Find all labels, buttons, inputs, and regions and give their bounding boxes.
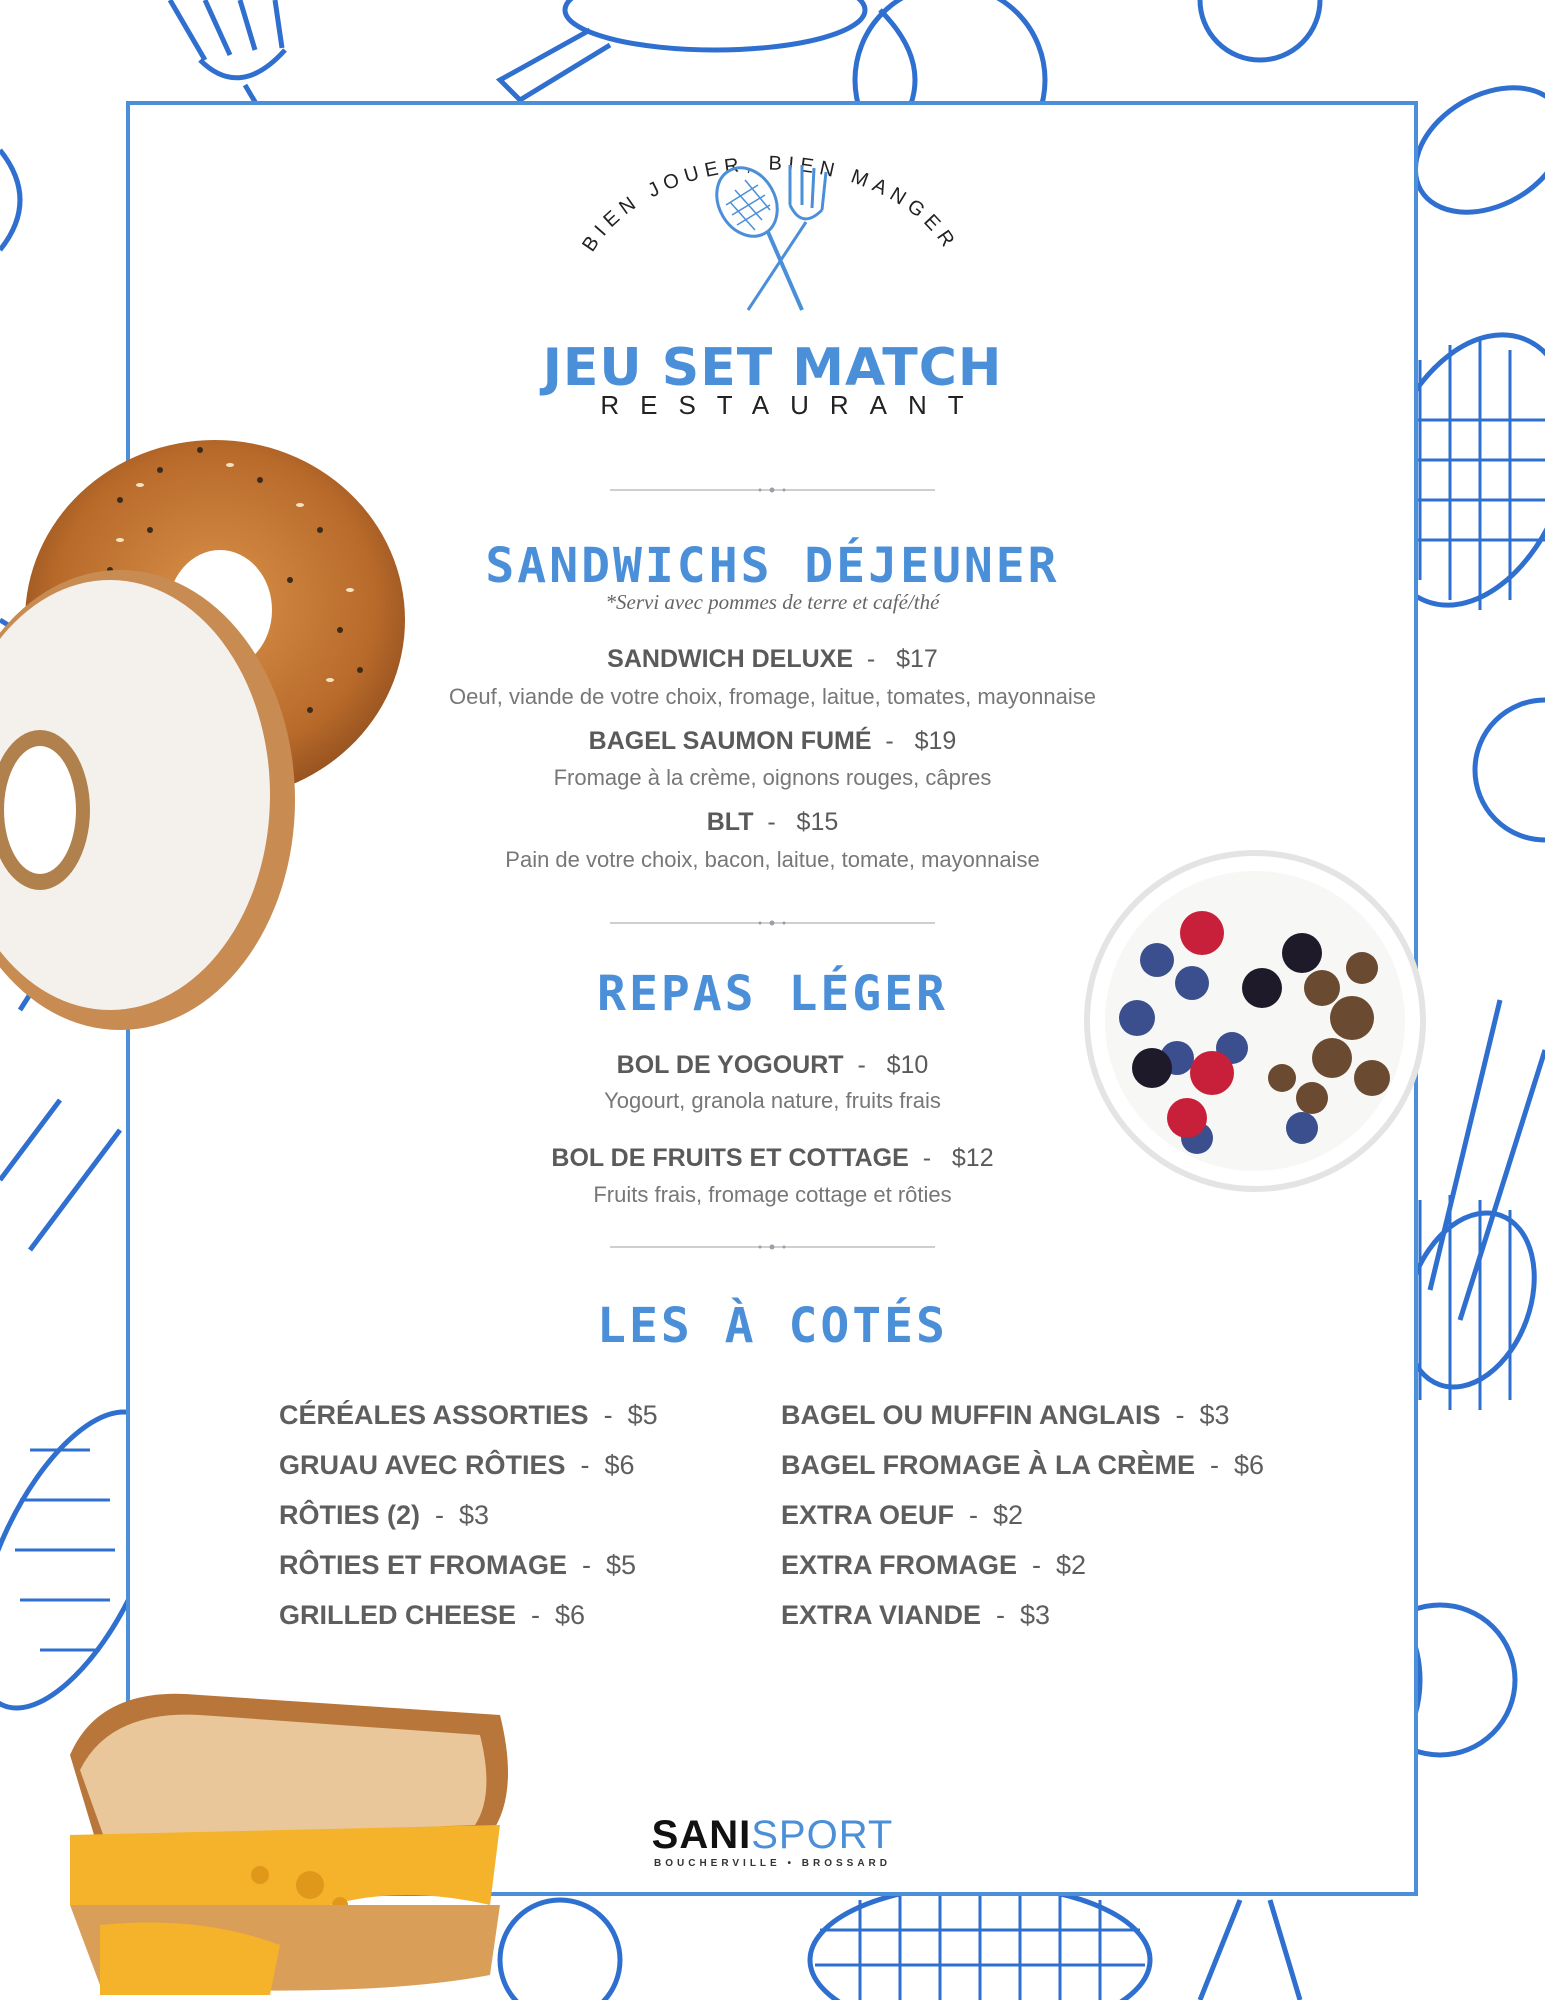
side-name: EXTRA OEUF — [781, 1500, 955, 1530]
sponsor-name-light: SPORT — [751, 1813, 894, 1857]
side-name: EXTRA FROMAGE — [781, 1550, 1017, 1580]
side-item: EXTRA FROMAGE - $2 — [781, 1550, 1087, 1580]
side-item: GRILLED CHEESE - $6 — [279, 1600, 586, 1630]
item-name: BOL DE FRUITS ET COTTAGE — [551, 1144, 909, 1172]
sponsor-locations: BOUCHERVILLE • BROSSARD — [654, 1858, 891, 1869]
side-item: EXTRA OEUF - $2 — [781, 1500, 1024, 1530]
brand-subtitle: RESTAURANT — [600, 390, 985, 420]
side-price: $3 — [459, 1500, 490, 1530]
side-item: BAGEL FROMAGE À LA CRÈME - $6 — [781, 1450, 1265, 1480]
side-item: EXTRA VIANDE - $3 — [781, 1600, 1051, 1630]
side-price: $6 — [1234, 1450, 1265, 1480]
tagline-text: BIEN JOUER, BIEN MANGER — [578, 152, 962, 256]
sides-right-column — [781, 1400, 1264, 1650]
tennis-racket-icon — [705, 157, 802, 310]
side-item: CÉRÉALES ASSORTIES - $5 — [279, 1400, 658, 1430]
side-name: GRUAU AVEC RÔTIES — [279, 1450, 566, 1480]
item-price: $17 — [896, 645, 938, 673]
divider — [610, 918, 935, 928]
side-name: EXTRA VIANDE — [781, 1600, 982, 1630]
side-price: $6 — [555, 1600, 586, 1630]
item-name: BOL DE YOGOURT — [616, 1051, 844, 1079]
item-name: BLT — [706, 808, 754, 836]
side-price: $2 — [1056, 1550, 1087, 1580]
side-price: $5 — [627, 1400, 658, 1430]
sponsor-name-bold: SANI — [651, 1813, 752, 1857]
fork-icon — [748, 165, 826, 310]
menu-item: BAGEL SAUMON FUMÉ - $19 — [588, 727, 957, 755]
side-item: BAGEL OU MUFFIN ANGLAIS - $3 — [781, 1400, 1230, 1430]
side-price: $2 — [993, 1500, 1024, 1530]
side-name: CÉRÉALES ASSORTIES — [279, 1400, 589, 1430]
divider — [610, 485, 935, 495]
tagline-arc — [540, 130, 1000, 320]
side-item: RÔTIES (2) - $3 — [279, 1500, 490, 1530]
side-item: RÔTIES ET FROMAGE - $5 — [279, 1550, 637, 1580]
item-name: SANDWICH DELUXE — [607, 645, 854, 673]
item-price: $15 — [796, 808, 839, 836]
section-title-light-meals: REPAS LÉGER — [597, 966, 948, 1022]
divider — [610, 1242, 935, 1252]
section-title-sandwiches: SANDWICHS DÉJEUNER — [485, 538, 1060, 594]
section-note-sandwiches: *Servi avec pommes de terre et café/thé — [605, 590, 940, 614]
side-item: GRUAU AVEC RÔTIES - $6 — [279, 1450, 635, 1480]
item-name: BAGEL SAUMON FUMÉ — [588, 727, 872, 755]
bagel-photo — [0, 410, 420, 1050]
menu-item: BLT - $15 — [706, 808, 839, 836]
side-price: $6 — [604, 1450, 635, 1480]
yogurt-bowl-photo — [1082, 848, 1428, 1194]
item-description: Pain de votre choix, bacon, laitue, tomate, mayonnaise — [505, 847, 1040, 872]
side-name: BAGEL FROMAGE À LA CRÈME — [781, 1450, 1196, 1480]
side-price: $3 — [1020, 1600, 1051, 1630]
item-price: $19 — [914, 727, 957, 755]
side-name: BAGEL OU MUFFIN ANGLAIS — [781, 1400, 1161, 1430]
item-description: Fromage à la crème, oignons rouges, câpres — [553, 765, 992, 790]
side-name: GRILLED CHEESE — [279, 1600, 517, 1630]
side-name: RÔTIES ET FROMAGE — [279, 1550, 568, 1580]
grilled-cheese-photo — [60, 1675, 515, 2000]
menu-item: SANDWICH DELUXE - $17 — [607, 645, 938, 673]
menu-item: BOL DE YOGOURT - $10 — [616, 1051, 929, 1079]
side-name: RÔTIES (2) — [279, 1500, 421, 1530]
item-description: Fruits frais, fromage cottage et rôties — [593, 1182, 952, 1207]
item-price: $12 — [951, 1144, 994, 1172]
item-description: Yogourt, granola nature, fruits frais — [604, 1088, 941, 1113]
menu-item: BOL DE FRUITS ET COTTAGE - $12 — [551, 1144, 994, 1172]
brand-name: JEU SET MATCH — [542, 338, 1003, 398]
sides-left-column — [279, 1400, 658, 1650]
side-price: $5 — [606, 1550, 637, 1580]
side-price: $3 — [1199, 1400, 1230, 1430]
section-title-sides: LES À COTÉS — [597, 1298, 948, 1354]
item-description: Oeuf, viande de votre choix, fromage, laitue, tomates, mayonnaise — [449, 684, 1096, 709]
item-price: $10 — [886, 1051, 929, 1079]
